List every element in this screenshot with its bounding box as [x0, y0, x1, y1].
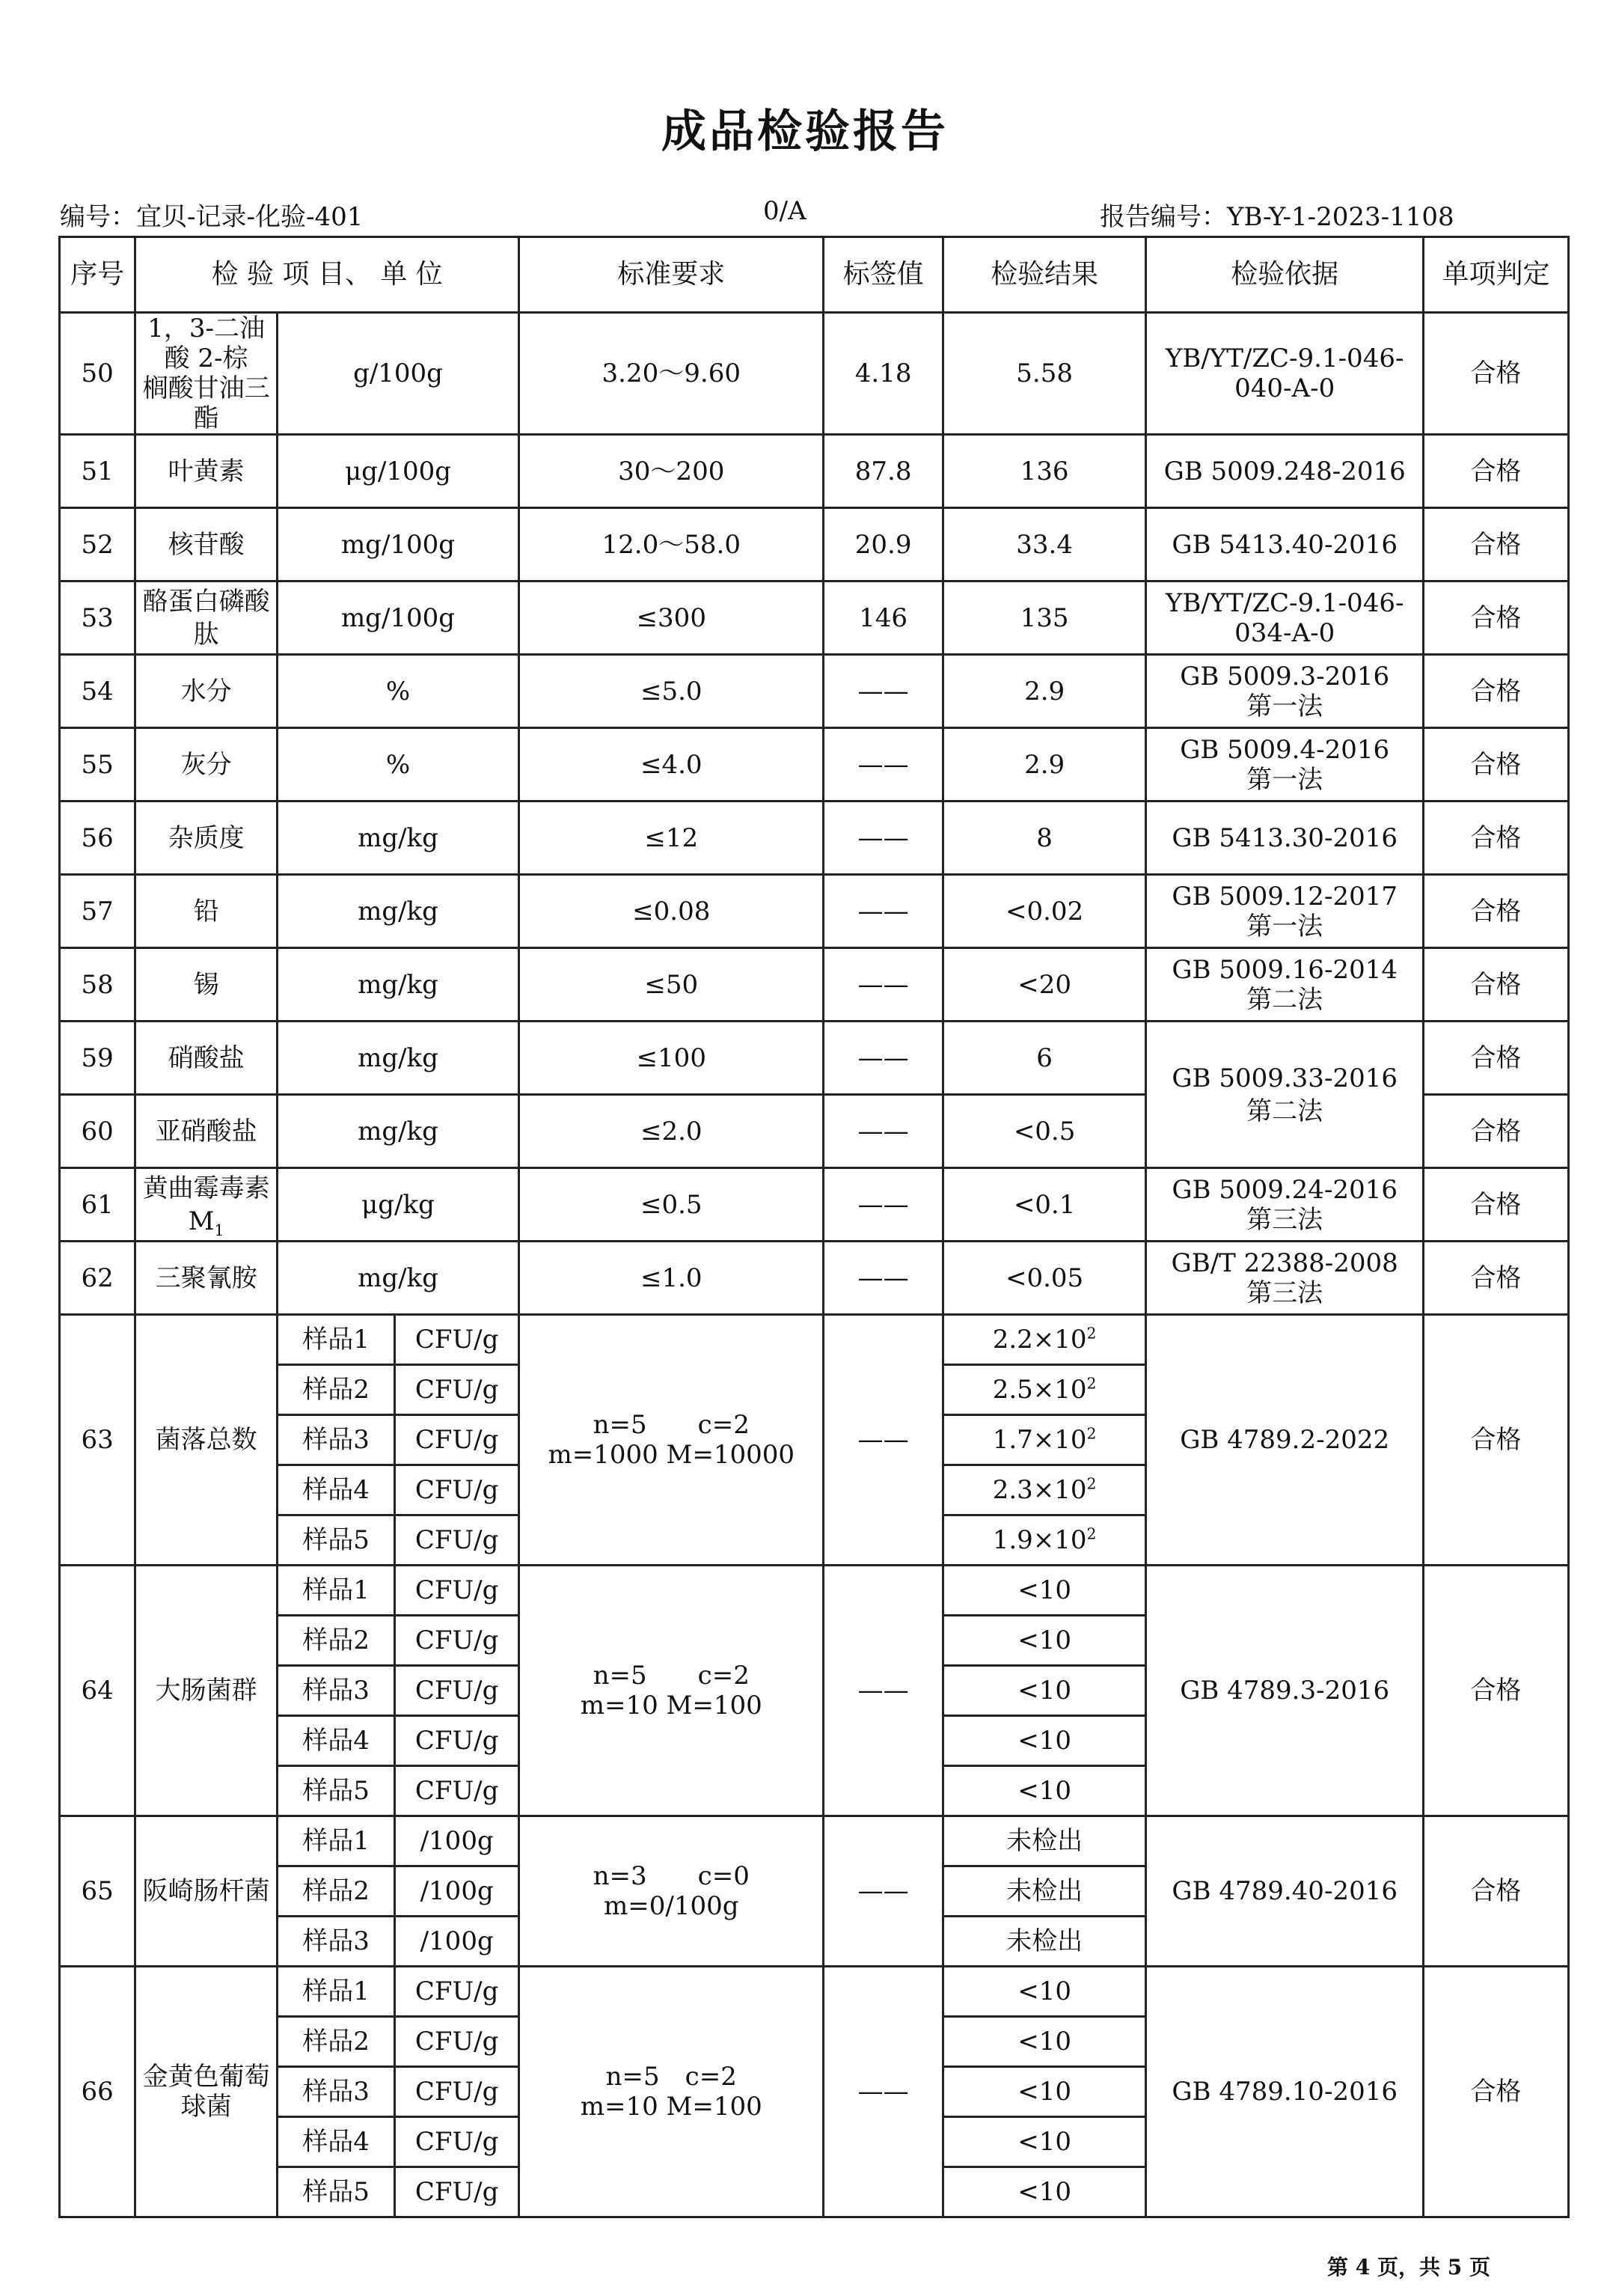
table-row — [60, 948, 1569, 1022]
standard-cell: ≤50 — [519, 948, 824, 1022]
result-cell — [943, 1515, 1146, 1566]
seq-cell: 66 — [60, 1967, 135, 2217]
basis-cell — [1146, 313, 1424, 435]
seq-cell: 55 — [60, 728, 135, 802]
verdict-cell: 合格 — [1424, 728, 1569, 802]
result-cell — [943, 2017, 1146, 2067]
sample-unit-cell: CFU/g — [395, 1465, 519, 1515]
result-value: 2.2×10 — [992, 1325, 1087, 1355]
col-standard: 标准要求 — [519, 237, 824, 313]
result-value: <10 — [1017, 1976, 1071, 2006]
unit-cell: mg/kg — [277, 1095, 518, 1168]
seq-cell: 56 — [60, 802, 135, 875]
page-title: 成品检验报告 — [661, 106, 949, 158]
label-value-cell: —— — [824, 1242, 943, 1315]
seq-cell: 61 — [60, 1168, 135, 1242]
result-cell — [943, 1866, 1146, 1917]
verdict-cell: 合格 — [1424, 1967, 1569, 2217]
sample-cell: 样品4 — [277, 1465, 394, 1515]
result-cell: 8 — [943, 802, 1146, 875]
sample-cell: 样品1 — [277, 1816, 394, 1866]
result-cell: <0.1 — [943, 1168, 1146, 1242]
label-value-cell: 146 — [824, 581, 943, 655]
result-cell: <0.02 — [943, 875, 1146, 948]
item-cell — [135, 728, 278, 802]
standard-cell-line2: m=10 M=100 — [580, 1691, 762, 1721]
result-exponent: 2 — [1086, 1374, 1097, 1393]
sample-unit-cell: CFU/g — [395, 2017, 519, 2067]
sample-unit-cell: CFU/g — [395, 1566, 519, 1616]
basis-cell: GB 5413.30-2016 — [1146, 802, 1424, 875]
verdict-cell: 合格 — [1424, 508, 1569, 581]
basis-cell-line2: 第二法 — [1246, 984, 1323, 1015]
result-cell — [943, 1766, 1146, 1816]
table-row — [60, 875, 1569, 948]
basis-cell-line2: 034-A-0 — [1234, 617, 1335, 648]
col-item-unit: 检 验 项 目、 单 位 — [135, 237, 519, 313]
standard-cell: 30～200 — [519, 435, 824, 508]
table-row — [60, 728, 1569, 802]
sample-cell: 样品2 — [277, 1616, 394, 1666]
result-cell — [943, 1666, 1146, 1716]
item-cell-line1: 1，3-二油酸 2-棕 — [147, 314, 265, 373]
item-cell — [135, 508, 278, 581]
seq-cell: 63 — [60, 1315, 135, 1566]
table-row — [60, 435, 1569, 508]
basis-cell: GB 4789.10-2016 — [1146, 1967, 1424, 2217]
item-cell — [135, 1242, 278, 1315]
result-cell — [943, 2117, 1146, 2167]
verdict-cell: 合格 — [1424, 1566, 1569, 1816]
basis-cell — [1146, 655, 1424, 728]
header-row — [60, 237, 1569, 313]
document-code: 编号：宜贝-记录-化验-401 — [60, 202, 364, 232]
result-cell: 2.9 — [943, 728, 1146, 802]
result-value: 未检出 — [1006, 1826, 1083, 1856]
verdict-cell: 合格 — [1424, 655, 1569, 728]
label-value-cell: —— — [824, 728, 943, 802]
result-cell: 2.9 — [943, 655, 1146, 728]
result-value: 未检出 — [1006, 1926, 1083, 1956]
table-row — [60, 313, 1569, 435]
item-cell — [135, 1095, 278, 1168]
verdict-cell: 合格 — [1424, 1095, 1569, 1168]
standard-cell — [519, 1315, 824, 1566]
verdict-cell: 合格 — [1424, 875, 1569, 948]
unit-cell: g/100g — [277, 313, 518, 435]
item-cell — [135, 875, 278, 948]
sample-unit-cell: CFU/g — [395, 1415, 519, 1465]
label-value-cell: —— — [824, 1315, 943, 1566]
seq-cell: 60 — [60, 1095, 135, 1168]
sample-unit-cell: CFU/g — [395, 1315, 519, 1365]
result-cell — [943, 1917, 1146, 1967]
verdict-cell: 合格 — [1424, 948, 1569, 1022]
label-value-cell: —— — [824, 1967, 943, 2217]
result-exponent: 2 — [1086, 1424, 1097, 1443]
verdict-cell: 合格 — [1424, 1315, 1569, 1566]
label-value-cell: —— — [824, 1095, 943, 1168]
sample-cell: 样品2 — [277, 2017, 394, 2067]
item-name: 杂质度 — [168, 822, 245, 853]
sample-cell: 样品1 — [277, 1967, 394, 2017]
standard-cell-line1: n=3 c=0 — [593, 1861, 750, 1891]
label-value-cell: —— — [824, 802, 943, 875]
verdict-cell: 合格 — [1424, 581, 1569, 655]
result-cell — [943, 1716, 1146, 1766]
label-value-cell: —— — [824, 1566, 943, 1816]
item-cell — [135, 435, 278, 508]
result-cell — [943, 1967, 1146, 2017]
col-basis: 检验依据 — [1146, 237, 1424, 313]
label-value-cell: 20.9 — [824, 508, 943, 581]
seq-cell: 50 — [60, 313, 135, 435]
label-value-cell: —— — [824, 1168, 943, 1242]
sample-cell: 样品1 — [277, 1315, 394, 1365]
basis-cell-line2: 第二法 — [1246, 1096, 1323, 1126]
table-row — [60, 655, 1569, 728]
result-cell — [943, 1566, 1146, 1616]
basis-cell-line2: 第一法 — [1246, 911, 1323, 941]
item-cell — [135, 655, 278, 728]
result-value: 1.7×10 — [992, 1425, 1087, 1455]
table-row — [60, 1022, 1569, 1095]
label-value-cell: —— — [824, 875, 943, 948]
basis-cell-line2: 第三法 — [1246, 1277, 1323, 1308]
standard-cell-line2: m=10 M=100 — [580, 2092, 762, 2122]
unit-cell: μg/kg — [277, 1168, 518, 1242]
report-number: 报告编号：YB-Y-1-2023-1108 — [1100, 202, 1454, 232]
seq-cell: 52 — [60, 508, 135, 581]
item-cell-line2: 榈酸甘油三酯 — [142, 373, 270, 433]
sample-cell: 样品3 — [277, 1415, 394, 1465]
basis-cell-line2: 第三法 — [1246, 1204, 1323, 1235]
table-row — [60, 1566, 1569, 1616]
label-value-cell: —— — [824, 655, 943, 728]
item-name: 亚硝酸盐 — [155, 1116, 257, 1147]
standard-cell-line1: n=5 c=2 — [593, 1661, 750, 1691]
standard-cell: ≤0.5 — [519, 1168, 824, 1242]
sample-cell: 样品3 — [277, 1666, 394, 1716]
inspection-table-container — [58, 236, 1570, 2218]
col-seq: 序号 — [60, 237, 135, 313]
unit-cell: % — [277, 728, 518, 802]
basis-cell-line1: YB/YT/ZC-9.1-046- — [1165, 344, 1404, 373]
verdict-cell: 合格 — [1424, 1168, 1569, 1242]
result-cell — [943, 1465, 1146, 1515]
col-label-value: 标签值 — [824, 237, 943, 313]
result-cell: <0.05 — [943, 1242, 1146, 1315]
unit-cell: mg/100g — [277, 508, 518, 581]
basis-cell-line2: 第一法 — [1246, 691, 1323, 721]
label-value-cell: —— — [824, 1816, 943, 1967]
standard-cell: ≤5.0 — [519, 655, 824, 728]
basis-cell — [1146, 1168, 1424, 1242]
table-row — [60, 1315, 1569, 1365]
result-cell: <0.5 — [943, 1095, 1146, 1168]
standard-cell: ≤1.0 — [519, 1242, 824, 1315]
result-exponent: 2 — [1086, 1524, 1097, 1543]
sample-cell: 样品5 — [277, 2167, 394, 2217]
standard-cell-line1: n=5 c=2 — [593, 1410, 750, 1440]
item-name: 水分 — [180, 676, 232, 706]
result-value: 1.9×10 — [992, 1525, 1087, 1555]
basis-cell — [1146, 1242, 1424, 1315]
sample-cell: 样品3 — [277, 2067, 394, 2117]
label-value-cell: 87.8 — [824, 435, 943, 508]
sample-unit-cell: CFU/g — [395, 2167, 519, 2217]
table-row — [60, 508, 1569, 581]
basis-cell-line2: 第一法 — [1246, 764, 1323, 795]
item-name: 灰分 — [180, 749, 232, 780]
sample-unit-cell: /100g — [395, 1816, 519, 1866]
inspection-table — [58, 236, 1570, 2218]
label-value-cell: —— — [824, 1022, 943, 1095]
result-cell: 136 — [943, 435, 1146, 508]
basis-cell-line2: 040-A-0 — [1234, 373, 1335, 403]
verdict-cell: 合格 — [1424, 802, 1569, 875]
sample-unit-cell: CFU/g — [395, 1666, 519, 1716]
sample-cell: 样品1 — [277, 1566, 394, 1616]
item-cell: 大肠菌群 — [135, 1566, 278, 1816]
basis-cell: GB 4789.40-2016 — [1146, 1816, 1424, 1967]
table-row — [60, 1816, 1569, 1866]
result-cell — [943, 1365, 1146, 1415]
standard-cell: ≤4.0 — [519, 728, 824, 802]
sample-unit-cell: CFU/g — [395, 1365, 519, 1415]
table-row — [60, 1967, 1569, 2017]
unit-cell: mg/kg — [277, 1242, 518, 1315]
item-cell — [135, 948, 278, 1022]
sample-cell: 样品2 — [277, 1866, 394, 1917]
result-cell — [943, 2067, 1146, 2117]
standard-cell: ≤0.08 — [519, 875, 824, 948]
sample-cell: 样品5 — [277, 1766, 394, 1816]
standard-cell: ≤100 — [519, 1022, 824, 1095]
result-value: 未检出 — [1006, 1876, 1083, 1906]
unit-cell: mg/kg — [277, 948, 518, 1022]
basis-cell: GB 5009.248-2016 — [1146, 435, 1424, 508]
standard-cell-line2: m=1000 M=10000 — [548, 1440, 795, 1470]
unit-cell: mg/100g — [277, 581, 518, 655]
item-name: 硝酸盐 — [168, 1042, 245, 1073]
standard-cell: ≤300 — [519, 581, 824, 655]
standard-cell — [519, 1566, 824, 1816]
sample-unit-cell: CFU/g — [395, 1967, 519, 2017]
unit-cell: mg/kg — [277, 1022, 518, 1095]
standard-cell — [519, 1816, 824, 1967]
standard-cell: 3.20～9.60 — [519, 313, 824, 435]
result-cell: 135 — [943, 581, 1146, 655]
item-name: 锡 — [193, 969, 219, 1000]
standard-cell-line2: m=0/100g — [604, 1891, 739, 1921]
sample-cell: 样品2 — [277, 1365, 394, 1415]
result-value: 2.5×10 — [992, 1375, 1087, 1405]
unit-cell: mg/kg — [277, 802, 518, 875]
table-row — [60, 802, 1569, 875]
unit-cell: mg/kg — [277, 875, 518, 948]
result-value: 2.3×10 — [992, 1475, 1087, 1505]
item-name: 核苷酸 — [168, 529, 245, 560]
seq-cell: 59 — [60, 1022, 135, 1095]
seq-cell: 54 — [60, 655, 135, 728]
item-cell — [135, 802, 278, 875]
basis-cell — [1146, 728, 1424, 802]
item-cell — [135, 1168, 278, 1242]
sample-unit-cell: CFU/g — [395, 1716, 519, 1766]
basis-cell-line1: GB/T 22388-2008 — [1171, 1248, 1398, 1278]
basis-cell — [1146, 875, 1424, 948]
sample-unit-cell: CFU/g — [395, 1766, 519, 1816]
result-cell — [943, 2167, 1146, 2217]
sample-unit-cell: CFU/g — [395, 1515, 519, 1566]
table-row — [60, 1242, 1569, 1315]
standard-cell-line1: n=5 c=2 — [605, 2062, 737, 2092]
label-value-cell: 4.18 — [824, 313, 943, 435]
sample-unit-cell: CFU/g — [395, 1616, 519, 1666]
result-value: <10 — [1017, 2177, 1071, 2207]
result-value: <10 — [1017, 1676, 1071, 1706]
unit-cell: % — [277, 655, 518, 728]
item-cell: 菌落总数 — [135, 1315, 278, 1566]
result-exponent: 2 — [1086, 1324, 1097, 1343]
label-value-cell: —— — [824, 948, 943, 1022]
version-label: 0/A — [763, 196, 806, 226]
col-result: 检验结果 — [943, 237, 1146, 313]
result-cell: 5.58 — [943, 313, 1146, 435]
item-cell — [135, 313, 278, 435]
basis-cell-line1: YB/YT/ZC-9.1-046- — [1165, 587, 1404, 618]
seq-cell: 65 — [60, 1816, 135, 1967]
result-value: <10 — [1017, 2077, 1071, 2107]
seq-cell: 62 — [60, 1242, 135, 1315]
standard-cell: ≤2.0 — [519, 1095, 824, 1168]
item-cell — [135, 581, 278, 655]
result-value: <10 — [1017, 1625, 1071, 1655]
table-row — [60, 1168, 1569, 1242]
basis-cell: GB 4789.2-2022 — [1146, 1315, 1424, 1566]
basis-cell-line1: GB 5009.12-2017 — [1172, 881, 1398, 912]
verdict-cell: 合格 — [1424, 1242, 1569, 1315]
result-cell — [943, 1816, 1146, 1866]
result-cell — [943, 1315, 1146, 1365]
item-cell: 金黄色葡萄球菌 — [135, 1967, 278, 2217]
item-cell — [135, 1022, 278, 1095]
result-cell — [943, 1616, 1146, 1666]
seq-cell: 58 — [60, 948, 135, 1022]
result-value: <10 — [1017, 1575, 1071, 1605]
result-value: <10 — [1017, 1776, 1071, 1806]
item-name: 酪蛋白磷酸肽 — [142, 586, 270, 650]
result-cell: 33.4 — [943, 508, 1146, 581]
table-row — [60, 581, 1569, 655]
seq-cell: 57 — [60, 875, 135, 948]
result-cell — [943, 1415, 1146, 1465]
sample-unit-cell: CFU/g — [395, 2067, 519, 2117]
item-cell: 阪崎肠杆菌 — [135, 1816, 278, 1967]
sample-cell: 样品4 — [277, 1716, 394, 1766]
result-cell: 6 — [943, 1022, 1146, 1095]
standard-cell: 12.0～58.0 — [519, 508, 824, 581]
sample-unit-cell: /100g — [395, 1866, 519, 1917]
sample-cell: 样品5 — [277, 1515, 394, 1566]
basis-cell-line1: GB 5009.33-2016 — [1172, 1063, 1398, 1093]
item-name: 三聚氰胺 — [155, 1263, 257, 1293]
basis-cell-line1: GB 5009.24-2016 — [1172, 1174, 1398, 1205]
item-name: 叶黄素 — [168, 456, 245, 486]
result-exponent: 2 — [1086, 1474, 1097, 1493]
item-name: 铅 — [193, 896, 219, 926]
item-name: 黄曲霉毒素M — [142, 1173, 270, 1236]
basis-cell: GB 4789.3-2016 — [1146, 1566, 1424, 1816]
standard-cell: ≤12 — [519, 802, 824, 875]
sample-unit-cell: /100g — [395, 1917, 519, 1967]
seq-cell: 64 — [60, 1566, 135, 1816]
col-verdict: 单项判定 — [1424, 237, 1569, 313]
result-cell: <20 — [943, 948, 1146, 1022]
result-value: <10 — [1017, 1726, 1071, 1756]
basis-cell-line1: GB 5009.16-2014 — [1172, 954, 1398, 985]
basis-cell — [1146, 581, 1424, 655]
sample-cell: 样品3 — [277, 1917, 394, 1967]
basis-cell-line1: GB 5009.4-2016 — [1180, 734, 1390, 765]
unit-cell: μg/100g — [277, 435, 518, 508]
basis-cell-line1: GB 5009.3-2016 — [1180, 661, 1390, 691]
item-subscript: 1 — [214, 1221, 224, 1239]
verdict-cell: 合格 — [1424, 1022, 1569, 1095]
seq-cell: 53 — [60, 581, 135, 655]
sample-cell: 样品4 — [277, 2117, 394, 2167]
standard-cell — [519, 1967, 824, 2217]
sample-unit-cell: CFU/g — [395, 2117, 519, 2167]
result-value: <10 — [1017, 2127, 1071, 2157]
verdict-cell: 合格 — [1424, 1816, 1569, 1967]
basis-cell: GB 5413.40-2016 — [1146, 508, 1424, 581]
page-footer: 第 4 页，共 5 页 — [1327, 2255, 1490, 2280]
seq-cell: 51 — [60, 435, 135, 508]
basis-cell — [1146, 1022, 1424, 1168]
verdict-cell: 合格 — [1424, 435, 1569, 508]
basis-cell — [1146, 948, 1424, 1022]
result-value: <10 — [1017, 2027, 1071, 2057]
verdict-cell: 合格 — [1424, 313, 1569, 435]
